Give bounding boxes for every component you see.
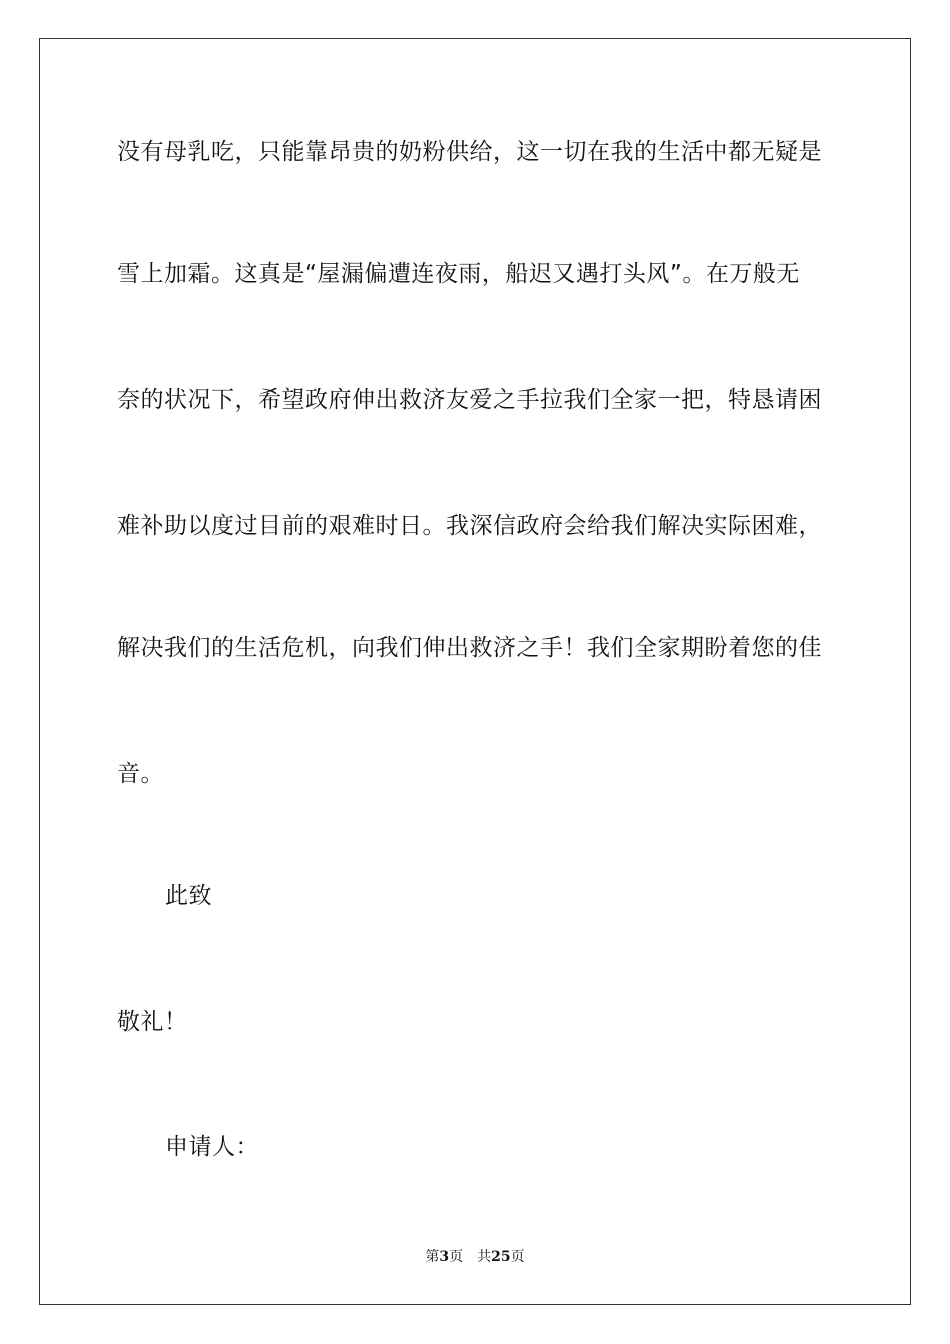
body-line-5: 解决我们的生活危机，向我们伸出救济之手！我们全家期盼着您的佳: [117, 635, 822, 661]
page-total: 25: [491, 1249, 511, 1265]
body-line-2: 雪上加霜。这真是“屋漏偏遭连夜雨，船迟又遇打头风”。在万般无: [117, 261, 800, 287]
applicant-label: 申请人：: [165, 1134, 259, 1160]
page-suffix: 页: [449, 1249, 464, 1265]
body-line-3: 奈的状况下，希望政府伸出救济友爱之手拉我们全家一把，特恳请困: [117, 387, 822, 413]
page-current: 3: [439, 1249, 450, 1265]
body-line-4: 难补助以度过目前的艰难时日。我深信政府会给我们解决实际困难，: [117, 513, 822, 539]
regards: 敬礼！: [117, 1009, 188, 1035]
page-prefix: 第: [425, 1249, 440, 1265]
page-frame: [39, 38, 911, 1305]
total-suffix: 页: [510, 1249, 525, 1265]
salutation: 此致: [165, 883, 212, 909]
body-line-1: 没有母乳吃，只能靠昂贵的奶粉供给，这一切在我的生活中都无疑是: [117, 139, 822, 165]
total-prefix: 共: [477, 1249, 492, 1265]
body-line-6: 音。: [117, 761, 164, 787]
page-footer: [0, 1248, 950, 1266]
